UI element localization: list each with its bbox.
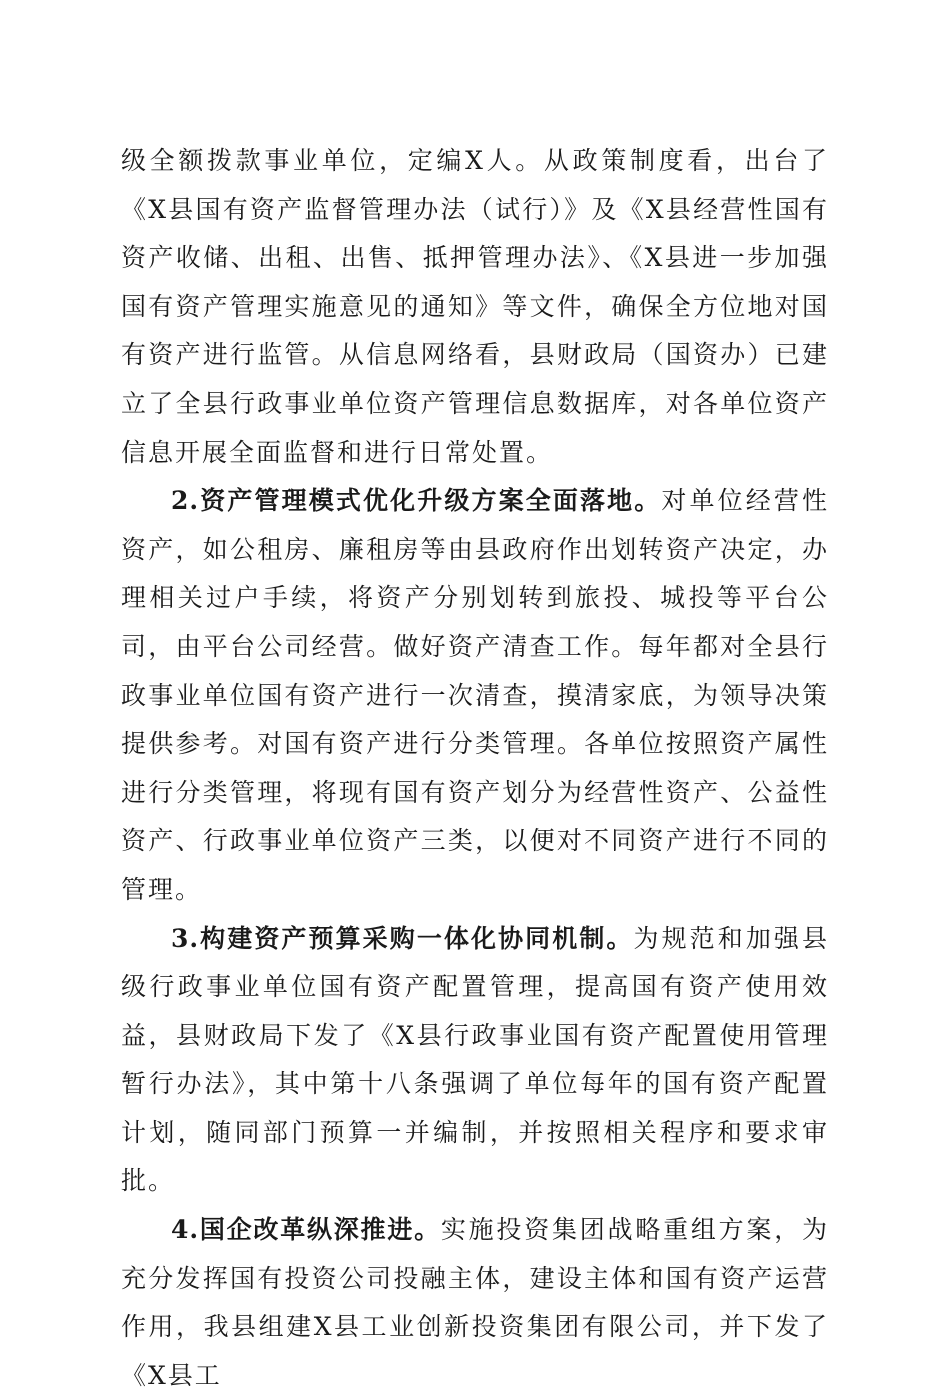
paragraph-section-3 bbox=[121, 915, 829, 1207]
paragraph-section-4 bbox=[121, 1206, 829, 1400]
section-4-text: 实施投资集团战略重组方案，为充分发挥国有投资公司投融主体，建设主体和国有资产运营作用，我县组建X县工业创新投资集团有限公司，并下发了《X县工 bbox=[121, 1215, 829, 1390]
section-3-text: 为规范和加强县级行政事业单位国有资产配置管理，提高国有资产使用效益，县财政局下发了《X县行政事业国有资产配置使用管理暂行办法》，其中第十八条强调了单位每年的国有资产配置计划，随同部门预算一并编制，并按照相关程序和要求审批。 bbox=[121, 923, 829, 1196]
section-2-text: 对单位经营性资产，如公租房、廉租房等由县政府作出划转资产决定，办理相关过户手续，将资产分别划转到旅投、城投等平台公司，由平台公司经营。做好资产清查工作。每年都对全县行政事业单位国有资产进行一次清查，摸清家底，为领导决策提供参考。对国有资产进行分类管理。各单位按照资产属性进行分类管理，将现有国有资产划分为经营性资产、公益性资产、行政事业单位资产三类，以便对不同资产进行不同的管理。 bbox=[121, 486, 829, 904]
paragraph-continuation bbox=[121, 137, 829, 477]
document-body bbox=[121, 137, 829, 1400]
section-2-heading: 2.资产管理模式优化升级方案全面落地。 bbox=[171, 486, 662, 516]
section-4-heading: 4.国企改革纵深推进。 bbox=[171, 1215, 441, 1245]
paragraph-1-text: 级全额拨款事业单位，定编X人。从政策制度看，出台了《X县国有资产监督管理办法（试行）》及《X县经营性国有资产收储、出租、出售、抵押管理办法》、《X县进一步加强国有资产管理实施意见的通知》等文件，确保全方位地对国有资产进行监管。从信息网络看，县财政局（国资办）已建立了全县行政事业单位资产管理信息数据库，对各单位资产信息开展全面监督和进行日常处置。 bbox=[121, 146, 829, 467]
section-3-heading: 3.构建资产预算采购一体化协同机制。 bbox=[171, 923, 634, 953]
paragraph-section-2 bbox=[121, 477, 829, 914]
